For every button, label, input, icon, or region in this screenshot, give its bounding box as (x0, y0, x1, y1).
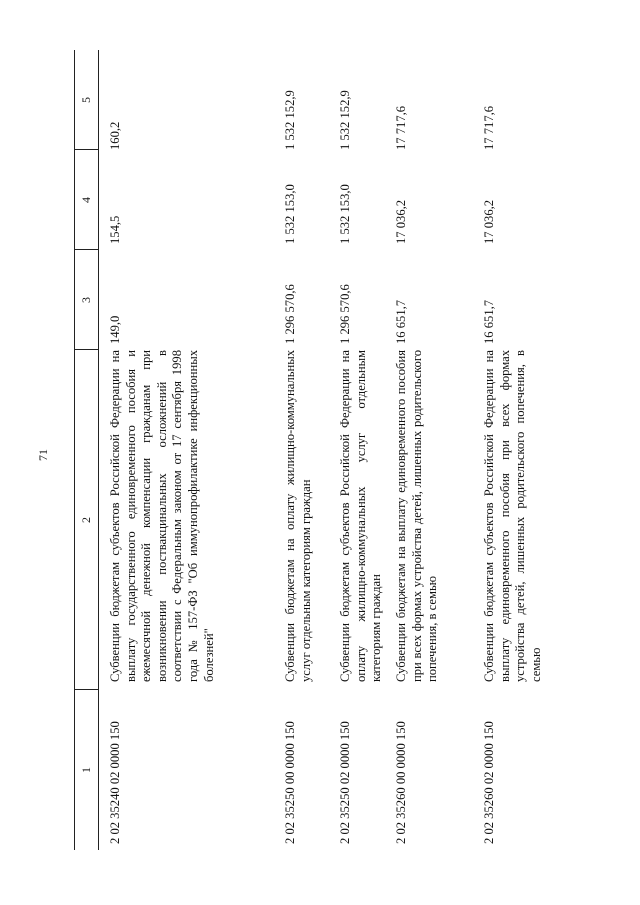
row-value-col3: 1 296 570,6 (338, 284, 352, 344)
row-value-col4: 154,5 (108, 215, 122, 244)
row-value-col5: 160,2 (108, 121, 122, 150)
page-number: 71 (36, 449, 50, 461)
column-header: 5 (79, 97, 93, 103)
row-value-col5: 1 532 152,9 (338, 90, 352, 150)
row-value-col3: 1 296 570,6 (283, 284, 297, 344)
header-bottom-rule (98, 50, 99, 850)
row-code: 2 02 35240 02 0000 150 (108, 721, 122, 844)
column-header: 4 (79, 197, 93, 203)
row-value-col4: 17 036,2 (394, 199, 408, 244)
row-value-col5: 17 717,6 (482, 105, 496, 150)
row-description: Субвенции бюджетам на выплату единовременного пособия при всех формах устройства детей, лишенных родительского попечения, в семью (394, 350, 440, 682)
row-value-col3: 16 651,7 (394, 299, 408, 344)
row-description: Субвенции бюджетам на оплату жилищно-коммунальных услуг отдельным категориям граждан (283, 350, 313, 682)
row-value-col4: 1 532 153,0 (338, 184, 352, 244)
row-value-col4: 1 532 153,0 (283, 184, 297, 244)
column-header: 1 (79, 767, 93, 773)
row-description: Субвенции бюджетам субъектов Российской Федерации на выплату единовременного пособия при всех формах устройства детей, лишенных родительского попечения, в семью (482, 350, 543, 682)
row-value-col3: 149,0 (108, 315, 122, 344)
row-description: Субвенции бюджетам субъектов Российской Федерации на выплату государственного единовременного пособия и ежемесячной денежной компенсации гражданам при возникновении поствакцинальных осложнений в соответствии с Федеральным законом от 17 сентября 1998 года № 157-ФЗ "Об иммунопрофилактике инфекционных болезней" (108, 350, 216, 682)
column-header: 2 (79, 517, 93, 523)
row-code: 2 02 35250 00 0000 150 (283, 721, 297, 844)
row-value-col4: 17 036,2 (482, 199, 496, 244)
row-code: 2 02 35260 02 0000 150 (482, 721, 496, 844)
row-code: 2 02 35250 02 0000 150 (338, 721, 352, 844)
row-description: Субвенции бюджетам субъектов Российской Федерации на оплату жилищно-коммунальных услуг отдельным категориям граждан (338, 350, 384, 682)
budget-table (74, 50, 570, 850)
row-value-col3: 16 651,7 (482, 299, 496, 344)
column-header: 3 (79, 297, 93, 303)
row-value-col5: 17 717,6 (394, 105, 408, 150)
row-code: 2 02 35260 00 0000 150 (394, 721, 408, 844)
row-value-col5: 1 532 152,9 (283, 90, 297, 150)
